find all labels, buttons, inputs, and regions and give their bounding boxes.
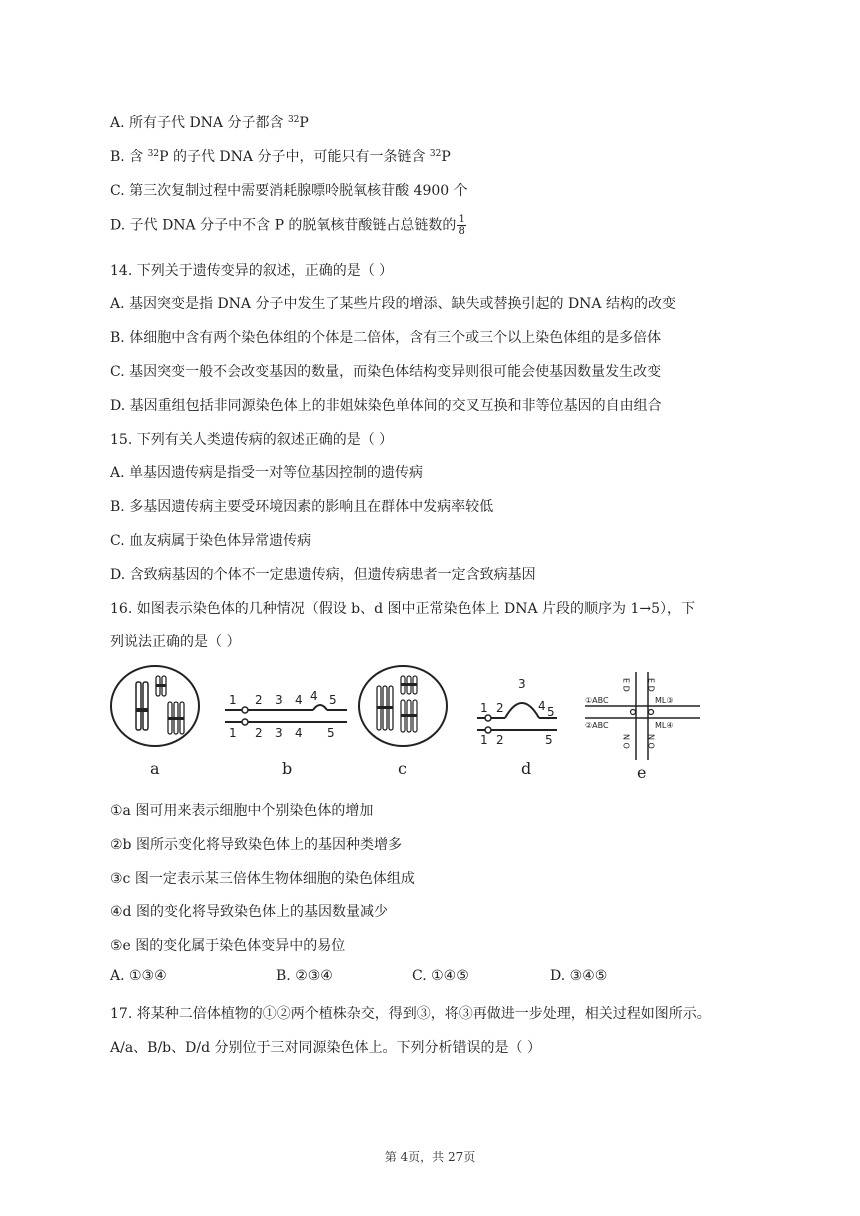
svg-text:2: 2: [255, 726, 263, 740]
q16-statement-5: ⑤e 图的变化属于染色体变异中的易位: [110, 938, 346, 954]
svg-text:5: 5: [327, 726, 335, 740]
figure-e: [585, 672, 700, 782]
q13-option-b: B. 含 $^{32}$P 的子代 DNA 分子中，可能只有一条链含 $^{32}$P: [110, 149, 451, 165]
q14-stem: 14. 下列关于遗传变异的叙述，正确的是（ ）: [110, 263, 394, 279]
fraction: $\frac{1}{8}$: [458, 214, 465, 237]
svg-text:4: 4: [295, 693, 303, 707]
figure-e-label: e: [637, 763, 647, 782]
svg-text:3: 3: [275, 693, 283, 707]
q16-statement-2: ②b 图所示变化将导致染色体上的基因种类增多: [110, 837, 402, 853]
svg-text:4: 4: [538, 699, 546, 713]
svg-text:ML④: ML④: [655, 721, 674, 730]
svg-text:2: 2: [255, 693, 263, 707]
svg-text:1: 1: [480, 701, 488, 715]
page-footer: 第 4页，共 27页: [384, 1150, 476, 1164]
q15-stem: 15. 下列有关人类遗传病的叙述正确的是（ ）: [110, 432, 394, 448]
svg-text:4: 4: [310, 689, 318, 703]
svg-text:N O: N O: [646, 734, 656, 749]
q13-option-c: C. 第三次复制过程中需要消耗腺嘌呤脱氧核苷酸 4900 个: [110, 183, 468, 199]
figure-d: [477, 677, 557, 778]
q14-option-b: B. 体细胞中含有两个染色体组的个体是二倍体，含有三个或三个以上染色体组的是多倍体: [110, 330, 662, 346]
figure-c: [359, 666, 447, 778]
svg-text:4: 4: [295, 726, 303, 740]
q14-option-d: D. 基因重组包括非同源染色体上的非姐妹染色单体间的交叉互换和非等位基因的自由组合: [110, 398, 662, 414]
svg-text:E D: E D: [646, 678, 656, 692]
svg-text:E D: E D: [621, 678, 631, 692]
svg-text:2: 2: [496, 733, 504, 747]
svg-text:3: 3: [518, 677, 526, 691]
svg-text:5: 5: [329, 693, 337, 707]
q17-stem-line2: A/a、B/b、D/d 分别位于三对同源染色体上。下列分析错误的是（ ）: [110, 1040, 541, 1056]
q16-stem-line1: 16. 如图表示染色体的几种情况（假设 b、d 图中正常染色体上 DNA 片段的顺序为 1→5），下: [110, 601, 696, 617]
svg-text:1: 1: [480, 733, 488, 747]
figure-a-label: a: [150, 759, 160, 778]
q16-option-d: D. ③④⑤: [550, 968, 608, 984]
svg-text:②ABC: ②ABC: [585, 721, 609, 730]
q15-option-b: B. 多基因遗传病主要受环境因素的影响且在群体中发病率较低: [110, 499, 494, 515]
svg-text:5: 5: [547, 705, 555, 719]
svg-text:N O: N O: [621, 734, 631, 749]
svg-text:1: 1: [229, 693, 237, 707]
q16-statement-1: ①a 图可用来表示细胞中个别染色体的增加: [110, 803, 374, 819]
svg-text:1: 1: [229, 726, 237, 740]
svg-text:2: 2: [496, 701, 504, 715]
figure-c-label: c: [398, 759, 407, 778]
q13-option-a: A. 所有子代 DNA 分子都含 $^{32}$P: [110, 115, 309, 131]
q15-option-d: D. 含致病基因的个体不一定患遗传病，但遗传病患者一定含致病基因: [110, 567, 536, 583]
chromosome-figures: [105, 662, 725, 782]
q13-option-d: D. 子代 DNA 分子中不含 P 的脱氧核苷酸链占总链数的 $\frac{1}{8}$: [110, 214, 465, 237]
q17-stem-line1: 17. 将某种二倍体植物的①②两个植株杂交，得到③，将③再做进一步处理，相关过程如图所示。: [110, 1006, 711, 1022]
q15-option-c: C. 血友病属于染色体异常遗传病: [110, 533, 312, 549]
q16-option-a: A. ①③④: [110, 968, 167, 984]
figure-b: [225, 689, 347, 778]
q16-statement-4: ④d 图的变化将导致染色体上的基因数量减少: [110, 904, 388, 920]
svg-text:①ABC: ①ABC: [585, 696, 609, 705]
q16-option-b: B. ②③④: [276, 968, 333, 984]
q16-statement-3: ③c 图一定表示某三倍体生物体细胞的染色体组成: [110, 871, 415, 887]
q16-option-c: C. ①④⑤: [412, 968, 469, 984]
figure-b-label: b: [282, 759, 293, 778]
q16-stem-line2: 列说法正确的是（ ）: [110, 634, 241, 650]
svg-text:3: 3: [275, 726, 283, 740]
figure-a: [111, 666, 199, 778]
q14-option-a: A. 基因突变是指 DNA 分子中发生了某些片段的增添、缺失或替换引起的 DNA 结构的改变: [110, 296, 676, 312]
svg-text:5: 5: [545, 733, 553, 747]
figure-d-label: d: [521, 759, 532, 778]
q14-option-c: C. 基因突变一般不会改变基因的数量，而染色体结构变异则很可能会使基因数量发生改变: [110, 364, 662, 380]
svg-text:ML③: ML③: [655, 696, 674, 705]
q15-option-a: A. 单基因遗传病是指受一对等位基因控制的遗传病: [110, 465, 424, 481]
